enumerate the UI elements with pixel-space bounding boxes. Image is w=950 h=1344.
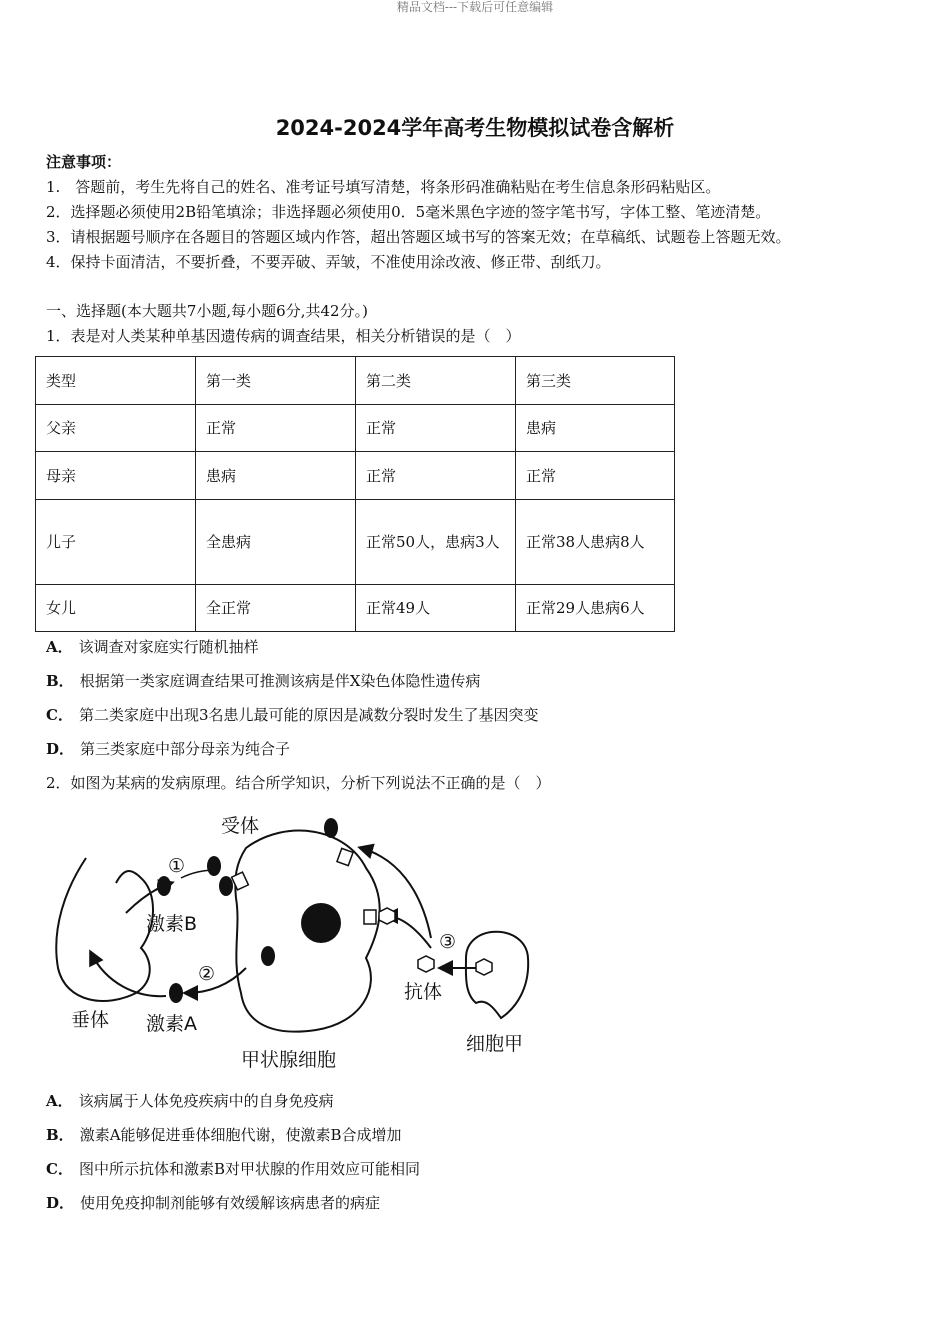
page-header-note: 精品文档---下载后可任意编辑 — [396, 0, 554, 14]
option-key: C． — [46, 706, 73, 724]
q1-option-c — [46, 705, 539, 725]
option-text: 使用免疫抑制剂能够有效缓解该病患者的病症 — [80, 1194, 381, 1212]
section-heading: 一、选择题(本大题共7小题,每小题6分,共42分。) — [46, 302, 368, 320]
hormone-particle — [157, 876, 171, 896]
label-cell-jia: 细胞甲 — [466, 1033, 524, 1055]
nucleus — [301, 903, 341, 943]
option-text: 第三类家庭中部分母亲为纯合子 — [80, 740, 291, 758]
hormone-particle — [261, 946, 275, 966]
table-cell: 正常49人 — [356, 585, 516, 632]
label-mark-1: ① — [168, 855, 186, 877]
disease-mechanism-figure — [46, 808, 546, 1076]
label-receptor: 受体 — [221, 815, 260, 837]
table-cell: 正常38人患病8人 — [516, 500, 675, 585]
receptor-icon — [364, 910, 376, 924]
option-key: D． — [46, 740, 75, 758]
q1-option-d — [46, 739, 290, 759]
notice-item-4: 4．保持卡面清洁，不要折叠，不要弄破、弄皱，不准使用涂改液、修正带、刮纸刀。 — [46, 253, 611, 271]
q1-option-a — [46, 637, 259, 657]
receptor-icon — [232, 872, 249, 890]
table-row — [36, 405, 675, 452]
option-key: B． — [46, 672, 74, 690]
table-header-row — [36, 357, 675, 405]
label-hormone-b: 激素B — [146, 913, 198, 935]
table-row — [36, 452, 675, 500]
table-header-cell: 类型 — [36, 357, 196, 405]
table-cell: 正常 — [196, 405, 356, 452]
antibody-icon — [418, 956, 434, 972]
table-header-cell: 第二类 — [356, 357, 516, 405]
notice-heading: 注意事项： — [46, 153, 122, 171]
hormone-particle — [324, 818, 338, 838]
option-text: 该调查对家庭实行随机抽样 — [78, 638, 259, 656]
label-antibody: 抗体 — [404, 981, 443, 1003]
option-text: 激素A能够促进垂体细胞代谢，使激素B合成增加 — [79, 1126, 402, 1144]
q2-option-b — [46, 1125, 402, 1145]
notice-item-2: 2．选择题必须使用2B铅笔填涂；非选择题必须使用0．5毫米黑色字迹的签字笔书写，字体工整、笔迹清楚。 — [46, 203, 771, 221]
cell-jia-outline — [466, 932, 528, 1018]
option-text: 图中所示抗体和激素B对甲状腺的作用效应可能相同 — [78, 1160, 420, 1178]
table-cell: 正常 — [356, 452, 516, 500]
table-row — [36, 585, 675, 632]
q2-option-a — [46, 1091, 334, 1111]
table-row — [36, 500, 675, 585]
notice-item-1: 1. 答题前，考生先将自己的姓名、准考证号填写清楚，将条形码准确粘贴在考生信息条形码粘贴区。 — [46, 178, 721, 196]
option-text: 该病属于人体免疫疾病中的自身免疫病 — [78, 1092, 334, 1110]
q1-option-b — [46, 671, 480, 691]
table-cell: 全患病 — [196, 500, 356, 585]
label-pituitary: 垂体 — [71, 1009, 110, 1031]
hormone-particle — [169, 983, 183, 1003]
option-key: C． — [46, 1160, 73, 1178]
q2-option-c — [46, 1159, 420, 1179]
q1-survey-table — [35, 356, 675, 632]
table-cell: 父亲 — [36, 405, 196, 452]
receptor-icon — [337, 848, 353, 865]
table-cell: 女儿 — [36, 585, 196, 632]
document-title: 2024-2024学年高考生物模拟试卷含解析 — [275, 116, 675, 140]
q2-option-d — [46, 1193, 380, 1213]
table-cell: 正常 — [356, 405, 516, 452]
antibody-icon — [379, 908, 395, 924]
hormone-particle — [207, 856, 221, 876]
table-cell: 正常29人患病6人 — [516, 585, 675, 632]
q2-stem: 2．如图为某病的发病原理。结合所学知识，分析下列说法不正确的是（ ） — [46, 774, 551, 792]
table-cell: 正常50人，患病3人 — [356, 500, 516, 585]
table-cell: 儿子 — [36, 500, 196, 585]
option-key: D． — [46, 1194, 75, 1212]
table-cell: 母亲 — [36, 452, 196, 500]
hormone-particle — [219, 876, 233, 896]
option-key: A． — [46, 1092, 73, 1110]
q1-stem: 1．表是对人类某种单基因遗传病的调查结果，相关分析错误的是（ ） — [46, 327, 521, 345]
option-text: 根据第一类家庭调查结果可推测该病是伴X染色体隐性遗传病 — [79, 672, 481, 690]
table-header-cell: 第一类 — [196, 357, 356, 405]
table-cell: 患病 — [516, 405, 675, 452]
table-cell: 全正常 — [196, 585, 356, 632]
option-key: B． — [46, 1126, 74, 1144]
option-key: A． — [46, 638, 73, 656]
notice-item-3: 3．请根据题号顺序在各题目的答题区域内作答，超出答题区域书写的答案无效；在草稿纸、试题卷上答题无效。 — [46, 228, 791, 246]
table-cell: 正常 — [516, 452, 675, 500]
table-cell: 患病 — [196, 452, 356, 500]
pituitary-outline — [56, 858, 153, 1001]
label-thyroid-cell: 甲状腺细胞 — [241, 1049, 337, 1071]
arrow-to-pituitary — [91, 953, 166, 996]
label-mark-2: ② — [198, 963, 216, 985]
antibody-icon — [476, 959, 492, 975]
label-mark-3: ③ — [439, 931, 457, 953]
label-hormone-a: 激素A — [146, 1013, 197, 1035]
table-header-cell: 第三类 — [516, 357, 675, 405]
option-text: 第二类家庭中出现3名患儿最可能的原因是减数分裂时发生了基因突变 — [78, 706, 539, 724]
